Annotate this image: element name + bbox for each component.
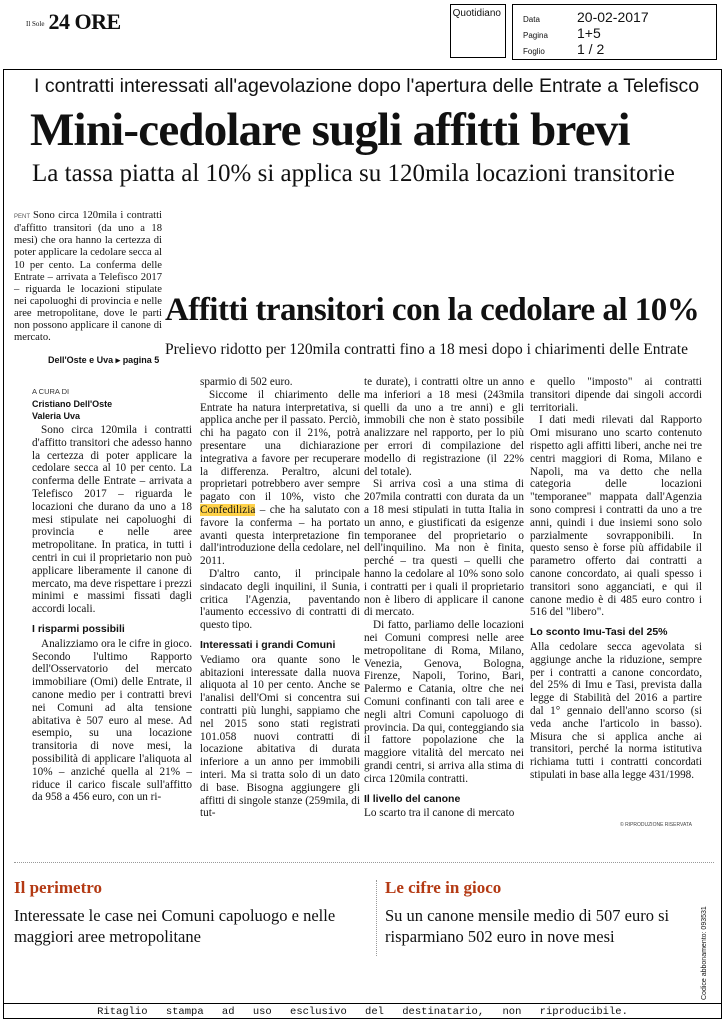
meta-value: 20-02-2017 bbox=[577, 9, 649, 25]
paragraph: te durate), i contratti oltre un anno ma inferiori a 18 mesi (243mila quelli da uno a tre anni) e gli immobili che non è stato possibile analizzare nel rapporto, per lo più per errori di compilazione del modello di registrazione (il 22% del totale). bbox=[364, 376, 524, 478]
vertical-divider bbox=[376, 880, 377, 956]
paragraph: e quello "imposto" ai contratti transitori dipende dai singoli accordi territoriali. bbox=[530, 376, 702, 414]
meta-key: Pagina bbox=[523, 31, 548, 40]
teaser-text: Sono circa 120mila i contratti d'affitto transitori (da uno a 18 mesi) che ora hanno la certezza di poter applicare la cedolare secca al 10 per cento. La conferma delle Entrate – arrivata a Telefisco 2017 – riguarda le locazioni stipulate nei capoluoghi di provincia e nelle aree metropolitane, dove le parti non possono applicare il canone di mercato. bbox=[14, 210, 162, 344]
text-run: Siccome il chiarimento delle Entrate ha natura interpretativa, si applica anche per il passato. Perciò, chi ha pagato con il 21%, potrà presentare una dichiarazione integrativa a favore per recuperare la differenza. Peraltro, alcuni proprietari potrebbero aver sempre pagato con il 10%, visto che bbox=[200, 388, 360, 504]
section-heading: Lo sconto Imu-Tasi del 25% bbox=[530, 626, 668, 639]
logo-small-text: Il Sole bbox=[26, 20, 45, 28]
publication-type-label: Quotidiano bbox=[452, 8, 501, 19]
divider bbox=[14, 862, 714, 863]
meta-row-sheet bbox=[523, 41, 604, 57]
logo-big-text: 24 ORE bbox=[48, 9, 121, 34]
box-title-perimetro: Il perimetro bbox=[14, 878, 102, 897]
paragraph: Analizziamo ora le cifre in gioco. Secondo l'ultimo Rapporto dell'Osservatorio del mercato immobiliare (Omi) delle Entrate, il canone medio per i contratti brevi nei Comuni ad alta tensione abitativa è 507 euro al mese. Ad esempio, su una locazione transitoria di nove mesi, la possibilità di applicare l'aliquota al 10% – anziché quella al 21% – riduce il carico fiscale sull'affitto da 958 a 456 euro, con un ri- bbox=[32, 637, 192, 804]
byline-label: A CURA DI bbox=[32, 387, 70, 396]
box-body-perimetro: Interessate le case nei Comuni capoluogo e nelle maggiori aree metropolitane bbox=[14, 906, 336, 946]
subscription-code bbox=[693, 890, 725, 1000]
paragraph: Vediamo ora quante sono le abitazioni interessate dalla nuova aliquota al 10 per cento. Anche se l'analisi dell'Omi si concentra sui contratti più lunghi, sappiamo che nel 2015 sono stati registrati 101.058 nuovi contratti di locazione abitativa di durata inferiore a un anno per immobili interi. Ma si tratta solo di un dato di base. Bisogna aggiungere gli affitti di singole stanze (259mila, di tut- bbox=[200, 653, 360, 820]
article-column-4 bbox=[530, 376, 702, 782]
author-name: Valeria Uva bbox=[32, 411, 81, 421]
front-kicker: I contratti interessati all'agevolazione dopo l'apertura delle Entrate a Telefisco bbox=[34, 75, 700, 97]
box-title-cifre: Le cifre in gioco bbox=[385, 878, 502, 897]
text-run: – che ha salutato con favore la conferma – ha portato avanti questa interpretazione fin dall'introduzione della cedolare, nel 2011. bbox=[200, 503, 360, 568]
meta-value: 1 / 2 bbox=[577, 41, 605, 57]
paragraph bbox=[200, 389, 360, 568]
newspaper-logo bbox=[26, 9, 121, 34]
meta-row-page bbox=[523, 25, 601, 41]
paragraph: Lo scarto tra il canone di mercato bbox=[364, 807, 515, 820]
meta-key: Foglio bbox=[523, 47, 545, 56]
paragraph: Di fatto, parliamo delle locazioni nei Comuni compresi nelle aree metropolitane di Roma, Milano, Venezia, Genova, Bologna, Firenze, Napoli, Torino, Bari, Palermo e Catania, oltre che nei Comuni confinanti con tali aree e negli altri Comuni capoluogo di provincia. Da qui, conteggiando sia il fattore popolazione che la maggiore vitalità del mercato nei grandi centri, si arriva alla stima di circa 120mila contratti. bbox=[364, 619, 524, 785]
paragraph: sparmio di 502 euro. bbox=[200, 376, 293, 388]
meta-key: Data bbox=[523, 15, 540, 24]
article-column-1 bbox=[32, 424, 192, 804]
byline bbox=[32, 386, 112, 422]
subscription-code-text: Codice abbonamento: 093531 bbox=[701, 906, 708, 1000]
paragraph: Alla cedolare secca agevolata si aggiunge anche la riduzione, sempre per i contratti a canone concordato, del 25% di Imu e Tasi, prevista dalla legge di Stabilità del 2016 a partire dal 1° gennaio dell'anno scorso (si veda anche l'articolo in basso). Misura che si applica anche ai transitori, perché la norma istitutiva richiama tutti i contratti concordati stipulati in base alla legge 431/1998. bbox=[530, 640, 702, 781]
paragraph: I dati medi rilevati dal Rapporto Omi misurano uno scarto contenuto rispetto agli affitti liberi, anche nei tre centri maggiori di Roma, Milano e Napoli, ma va detto che nella categoria delle locazioni "temporanee" mappata dall'Agenzia sono compresi i contratti da uno a tre anni, quindi i due insiemi sono solo parzialmente sovrapponibili. In questo senso è forse più affidabile il parametro offerto dai contratti a canone concordato, ai quali spesso i transitori sono agganciati, e qui il canone medio è di 485 euro contro i 516 del "libero". bbox=[530, 414, 702, 619]
highlighted-term: Confedilizia bbox=[200, 503, 256, 516]
paragraph: Sono circa 120mila i contratti d'affitto transitori che adesso hanno la certezza di poter applicare la cedolare secca al 10 per cento. La conferma delle Entrate – arrivata a Telefisco 2017 – riguarda le locazioni che durano da uno a 18 mesi stipulate nei capoluoghi di provincia e nelle aree metropolitane. In pratica, in tutti i centri in cui il proprietario non può applicare liberamente il canone di mercato, ma deve rispettare i prezzi minimi e massimi fissati dagli accordi locali. bbox=[32, 424, 192, 616]
article-subtitle: Prelievo ridotto per 120mila contratti fino a 18 mesi dopo i chiarimenti delle Entrate bbox=[165, 341, 688, 358]
clipping-meta bbox=[512, 4, 717, 60]
front-teaser bbox=[14, 210, 162, 345]
paragraph: Si arriva così a una stima di 207mila contratti con durata da un a 18 mesi stipulati in tutta Italia in un anno, e giustificati da esigenze temporanee del proprietario o dell'inquilino. Ma non è finita, perché – tra questi – quelli che hanno la cedolare al 10% sono solo i contratti per i quali il proprietario non è libero di applicare il canone di mercato. bbox=[364, 478, 524, 619]
box-body-cifre: Su un canone mensile medio di 507 euro si risparmiano 502 euro in nove mesi bbox=[385, 906, 670, 946]
article-column-2 bbox=[200, 376, 360, 820]
publication-type bbox=[450, 4, 506, 58]
article-column-3 bbox=[364, 376, 524, 820]
front-headline: Mini-cedolare sugli affitti brevi bbox=[30, 104, 630, 156]
paragraph: D'altro canto, il principale sindacato degli inquilini, il Sunia, critica l'Agenzia, paventando l'aumento eccessivo di contratti di questo tipo. bbox=[200, 567, 360, 632]
teaser-signature: Dell'Oste e Uva ▸ pagina 5 bbox=[48, 355, 160, 365]
article-title: Affitti transitori con la cedolare al 10% bbox=[165, 292, 700, 328]
section-heading: I risparmi possibili bbox=[32, 622, 125, 635]
meta-value: 1+5 bbox=[577, 25, 601, 41]
copyright-notice: © RIPRODUZIONE RISERVATA bbox=[620, 822, 692, 828]
footer-notice: Ritaglio stampa ad uso esclusivo del destinatario, non riproducibile. bbox=[3, 1003, 722, 1020]
teaser-tag: PENT bbox=[14, 214, 31, 220]
section-heading: Interessati i grandi Comuni bbox=[200, 638, 336, 651]
section-heading: Il livello del canone bbox=[364, 792, 461, 805]
author-name: Cristiano Dell'Oste bbox=[32, 399, 113, 409]
front-subhead: La tassa piatta al 10% si applica su 120mila locazioni transitorie bbox=[32, 160, 675, 187]
meta-row-date bbox=[523, 9, 649, 25]
